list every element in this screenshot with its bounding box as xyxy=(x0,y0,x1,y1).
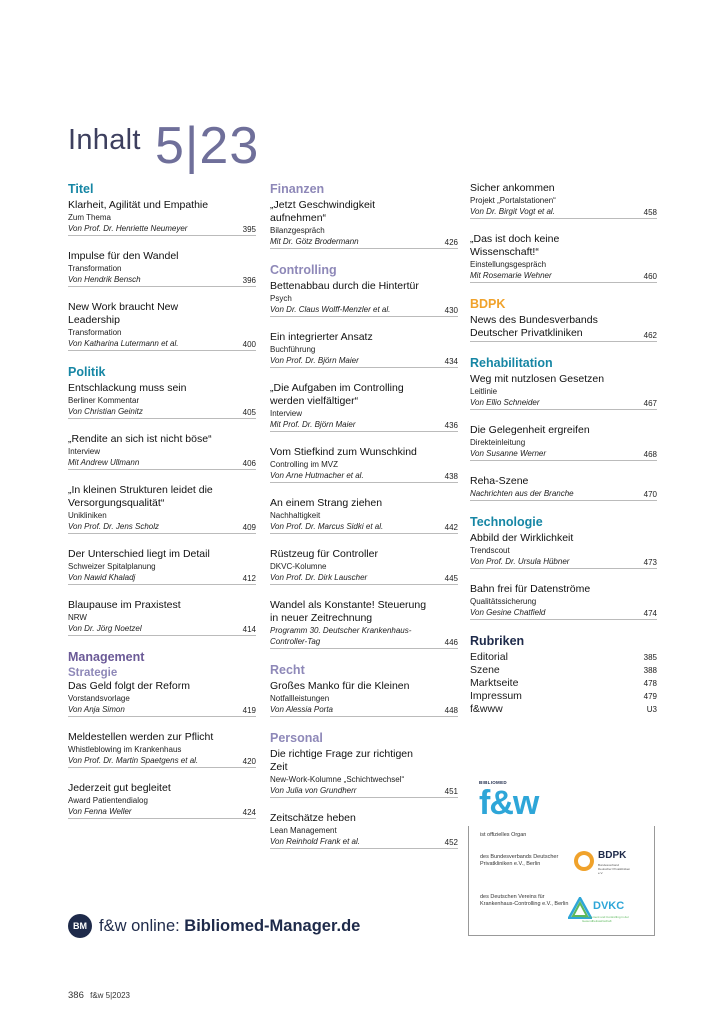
entry-author: Programm 30. Deutscher Krankenhaus-Controller-Tag xyxy=(270,625,458,649)
entry-author: Mit Dr. Götz Brodermann xyxy=(270,236,458,249)
entry-page-number: 436 xyxy=(444,421,458,430)
article-list xyxy=(68,680,256,819)
article-list xyxy=(470,182,657,283)
entry-page-number: 414 xyxy=(242,625,256,634)
entry-page-number: 405 xyxy=(242,408,256,417)
article-list xyxy=(270,748,458,849)
entry-category: Unikliniken xyxy=(68,511,107,520)
entry-author: Von Alessia Porta xyxy=(270,704,458,717)
article-list xyxy=(270,199,458,249)
rubrik-page-number: 385 xyxy=(643,653,657,662)
rubrik-item[interactable] xyxy=(470,703,657,716)
entry-author: Von Dr. Claus Wolff-Menzler et al. xyxy=(270,304,458,317)
footer-issue: f&w 5|2023 xyxy=(90,991,130,1000)
entry-author: Mit Andrew Ullmann xyxy=(68,457,256,470)
toc-entry[interactable] xyxy=(270,497,458,534)
entry-category: Notfallleistungen xyxy=(270,694,330,703)
entry-category: Projekt „Portalstationen“ xyxy=(470,196,556,205)
entry-title: Weg mit nutzlosen Gesetzen xyxy=(470,373,605,385)
toc-entry[interactable] xyxy=(470,532,657,569)
toc-entry[interactable] xyxy=(270,548,458,585)
article-list xyxy=(68,382,256,636)
toc-entry[interactable] xyxy=(270,812,458,849)
section-heading-rubriken: Rubriken xyxy=(470,634,525,648)
entry-category: Interview xyxy=(270,409,303,418)
entry-page-number: 434 xyxy=(444,357,458,366)
toc-column-1 xyxy=(68,182,256,833)
organ-label: ist offizielles Organ xyxy=(480,832,527,838)
rubrik-page-number: 479 xyxy=(643,692,657,701)
entry-category: Interview xyxy=(68,447,101,456)
toc-entry[interactable] xyxy=(68,782,256,819)
entry-page-number: 446 xyxy=(444,638,458,647)
section-heading-controlling: Controlling xyxy=(270,263,337,277)
entry-author: Von Prof. Dr. Henriette Neumeyer xyxy=(68,223,256,236)
toc-entry[interactable] xyxy=(68,680,256,717)
entry-title: Ein integrierter Ansatz xyxy=(270,331,373,343)
section-heading-personal: Personal xyxy=(270,731,323,745)
entry-category: Qualitätssicherung xyxy=(470,597,537,606)
toc-entry[interactable] xyxy=(270,446,458,483)
entry-page-number: 474 xyxy=(643,609,657,618)
article-list xyxy=(270,280,458,649)
entry-category: Leitlinie xyxy=(470,387,498,396)
toc-entry[interactable] xyxy=(68,548,256,585)
subsection-heading-strategie: Strategie xyxy=(68,667,118,679)
entry-category: Schweizer Spitalplanung xyxy=(68,562,156,571)
entry-author: Von Fenna Weller xyxy=(68,806,256,819)
entry-category: Psych xyxy=(270,294,292,303)
entry-title: Blaupause im Praxistest xyxy=(68,599,181,611)
entry-page-number: 426 xyxy=(444,238,458,247)
rubrik-label: f&www xyxy=(470,703,503,715)
toc-entry[interactable] xyxy=(68,731,256,768)
entry-page-number: 451 xyxy=(444,787,458,796)
toc-entry[interactable] xyxy=(68,301,256,351)
entry-title: Reha-Szene xyxy=(470,475,529,487)
entry-title: Bettenabbau durch die Hintertür xyxy=(270,280,419,292)
toc-entry[interactable] xyxy=(470,583,657,620)
entry-author: Von Hendrik Bensch xyxy=(68,274,256,287)
bibliomed-badge-icon: BM xyxy=(68,914,92,938)
article-list xyxy=(68,199,256,351)
rubrik-label: Impressum xyxy=(470,690,522,702)
entry-title: Wandel als Konstante! Steuerung in neuer Zeitrechnung xyxy=(270,599,427,624)
entry-title: Rüstzeug für Controller xyxy=(270,548,378,560)
toc-entry[interactable] xyxy=(68,484,256,534)
entry-author: Mit Rosemarie Wehner xyxy=(470,270,657,283)
rubrik-item[interactable] xyxy=(470,664,657,677)
rubrik-page-number: U3 xyxy=(646,705,657,714)
entry-page-number: 409 xyxy=(242,523,256,532)
bdpk-logo-sub: Bundesverband Deutscher Privatkliniken e.V. xyxy=(598,863,631,875)
toc-column-3 xyxy=(470,182,657,716)
toc-entry[interactable] xyxy=(68,250,256,287)
toc-entry[interactable] xyxy=(470,373,657,410)
entry-page-number: 420 xyxy=(242,757,256,766)
entry-category: Controlling im MVZ xyxy=(270,460,339,469)
dvkc-description: des Deutschen Vereins für Krankenhaus-Controlling e.V., Berlin xyxy=(480,894,569,907)
entry-author: Von Dr. Birgit Vogt et al. xyxy=(470,206,657,219)
toc-entry[interactable] xyxy=(470,182,657,219)
toc-entry[interactable] xyxy=(470,233,657,283)
entry-page-number: 467 xyxy=(643,399,657,408)
dvkc-logo xyxy=(568,897,629,924)
entry-category: DKVC-Kolumne xyxy=(270,562,327,571)
bdpk-logo xyxy=(572,844,632,883)
page-footer xyxy=(68,990,130,1001)
entry-title: Das Geld folgt der Reform xyxy=(68,680,190,692)
entry-author: Mit Prof. Dr. Björn Maier xyxy=(270,419,458,432)
toc-entry[interactable] xyxy=(270,280,458,317)
article-list xyxy=(470,314,657,342)
entry-title: „In kleinen Strukturen leidet die Versorgungsqualität“ xyxy=(68,484,213,509)
entry-page-number: 458 xyxy=(643,208,657,217)
bdpk-description: des Bundesverbands Deutscher Privatkliniken e.V., Berlin xyxy=(480,854,559,867)
toc-entry[interactable] xyxy=(270,199,458,249)
entry-page-number: 419 xyxy=(242,706,256,715)
section-heading-bdpk: BDPK xyxy=(470,297,506,311)
entry-title: Bahn frei für Datenströme xyxy=(470,583,591,595)
bibliomed-tag: BIBLIOMED xyxy=(479,780,507,785)
rubrik-item[interactable] xyxy=(470,690,657,703)
entry-title: Die Gelegenheit ergreifen xyxy=(470,424,590,436)
entry-title: „Die Aufgaben im Controlling werden vielfältiger“ xyxy=(270,382,404,407)
entry-page-number: 430 xyxy=(444,306,458,315)
entry-title: Jederzeit gut begleitet xyxy=(68,782,171,794)
entry-author: Von Prof. Dr. Ursula Hübner xyxy=(470,556,657,569)
entry-title: Sicher ankommen xyxy=(470,182,555,194)
toc-entry[interactable] xyxy=(68,599,256,636)
entry-category: Bilanzgespräch xyxy=(270,226,325,235)
toc-entry[interactable] xyxy=(270,382,458,432)
entry-page-number: 406 xyxy=(242,459,256,468)
entry-page-number: 438 xyxy=(444,472,458,481)
issue-number: 5|23 xyxy=(155,117,260,175)
rubrik-item[interactable] xyxy=(470,677,657,690)
rubrik-item[interactable] xyxy=(470,651,657,664)
entry-author: Von Dr. Jörg Noetzel xyxy=(68,623,256,636)
entry-page-number: 473 xyxy=(643,558,657,567)
entry-category: New-Work-Kolumne „Schichtwechsel“ xyxy=(270,775,405,784)
page-title: Inhalt xyxy=(68,124,141,156)
entry-title: Zeitschätze heben xyxy=(270,812,356,824)
section-heading-management: Management xyxy=(68,650,145,664)
article-list xyxy=(270,680,458,717)
entry-title: Vom Stiefkind zum Wunschkind xyxy=(270,446,417,458)
rubrik-label: Marktseite xyxy=(470,677,519,689)
toc-entry[interactable] xyxy=(68,382,256,419)
entry-category: Zum Thema xyxy=(68,213,111,222)
toc-entry[interactable] xyxy=(68,433,256,470)
toc-entry[interactable] xyxy=(68,199,256,236)
rubrik-label: Editorial xyxy=(470,651,508,663)
entry-author: Von Prof. Dr. Jens Scholz xyxy=(68,521,256,534)
entry-author: Nachrichten aus der Branche xyxy=(470,488,657,501)
entry-title: Klarheit, Agilität und Empathie xyxy=(68,199,209,211)
entry-title: An einem Strang ziehen xyxy=(270,497,383,509)
section-heading-technologie: Technologie xyxy=(470,515,543,529)
entry-page-number: 470 xyxy=(643,490,657,499)
dvkc-logo-text: DVKC xyxy=(593,900,625,912)
entry-page-number: 448 xyxy=(444,706,458,715)
toc-entry[interactable] xyxy=(270,331,458,368)
entry-category: Einstellungsgespräch xyxy=(470,260,547,269)
entry-title: Meldestellen werden zur Pflicht xyxy=(68,731,214,743)
entry-page-number: 462 xyxy=(643,331,657,340)
rubrik-page-number: 388 xyxy=(643,666,657,675)
fw-logo: f&w xyxy=(479,784,539,822)
rubrik-label: Szene xyxy=(470,664,500,676)
online-site[interactable]: Bibliomed-Manager.de xyxy=(184,916,361,935)
entry-title: Großes Manko für die Kleinen xyxy=(270,680,410,692)
bdpk-logo-text: BDPK xyxy=(598,850,627,861)
toc-entry[interactable] xyxy=(470,314,657,342)
entry-title: Der Unterschied liegt im Detail xyxy=(68,548,210,560)
entry-author: Von Gesine Chatfield xyxy=(470,607,657,620)
entry-page-number: 412 xyxy=(242,574,256,583)
entry-author: Von Prof. Dr. Martin Spaetgens et al. xyxy=(68,755,256,768)
entry-author: Von Prof. Dr. Björn Maier xyxy=(270,355,458,368)
entry-title: Die richtige Frage zur richtigen Zeit xyxy=(270,748,413,773)
entry-author: Von Christian Geinitz xyxy=(68,406,256,419)
entry-page-number: 400 xyxy=(242,340,256,349)
entry-author: Von Arne Hutmacher et al. xyxy=(270,470,458,483)
entry-category: Transformation xyxy=(68,328,122,337)
entry-category: Vorstandsvorlage xyxy=(68,694,130,703)
entry-category: Trendscout xyxy=(470,546,510,555)
entry-author: Von Anja Simon xyxy=(68,704,256,717)
section-heading-rehabilitation: Rehabilitation xyxy=(470,356,553,370)
online-prefix: f&w online: xyxy=(99,916,185,935)
entry-category: Berliner Kommentar xyxy=(68,396,140,405)
toc-column-2 xyxy=(270,182,458,863)
footer-page-number: 386 xyxy=(68,990,84,1001)
section-heading-titel: Titel xyxy=(68,182,94,196)
entry-title: News des Bundesverbands Deutscher Privatkliniken xyxy=(470,314,657,342)
toc-entry[interactable] xyxy=(470,424,657,461)
section-heading-finanzen: Finanzen xyxy=(270,182,325,196)
entry-category: Nachhaltigkeit xyxy=(270,511,321,520)
entry-author: Von Ellio Schneider xyxy=(470,397,657,410)
entry-title: „Jetzt Geschwindigkeit aufnehmen“ xyxy=(270,199,376,224)
entry-author: Von Prof. Dr. Marcus Sidki et al. xyxy=(270,521,458,534)
entry-author: Von Prof. Dr. Dirk Lauscher xyxy=(270,572,458,585)
toc-entry[interactable] xyxy=(470,475,657,501)
dvkc-logo-sub: Management und Controlling in der Gesundheitswirtschaft xyxy=(582,915,629,923)
toc-entry[interactable] xyxy=(270,680,458,717)
section-heading-recht: Recht xyxy=(270,663,305,677)
entry-page-number: 396 xyxy=(242,276,256,285)
entry-author: Von Nawid Khaladj xyxy=(68,572,256,585)
entry-title: Impulse für den Wandel xyxy=(68,250,179,262)
toc-entry[interactable] xyxy=(270,599,458,649)
entry-category: Direkteinleitung xyxy=(470,438,526,447)
entry-category: Whistleblowing im Krankenhaus xyxy=(68,745,182,754)
article-list xyxy=(470,532,657,620)
entry-title: Abbild der Wirklichkeit xyxy=(470,532,574,544)
entry-title: „Das ist doch keine Wissenschaft!“ xyxy=(470,233,560,258)
entry-author: Von Susanne Werner xyxy=(470,448,657,461)
online-link[interactable] xyxy=(68,914,360,938)
toc-entry[interactable] xyxy=(270,748,458,798)
rubrik-page-number: 478 xyxy=(643,679,657,688)
entry-page-number: 468 xyxy=(643,450,657,459)
section-heading-politik: Politik xyxy=(68,365,106,379)
entry-page-number: 442 xyxy=(444,523,458,532)
rubriken-list xyxy=(470,651,657,716)
entry-page-number: 452 xyxy=(444,838,458,847)
entry-category: Buchführung xyxy=(270,345,316,354)
entry-category: NRW xyxy=(68,613,87,622)
entry-author: Von Katharina Lutermann et al. xyxy=(68,338,256,351)
entry-title: „Rendite an sich ist nicht böse“ xyxy=(68,433,212,445)
entry-page-number: 445 xyxy=(444,574,458,583)
entry-author: Von Reinhold Frank et al. xyxy=(270,836,458,849)
entry-title: New Work braucht New Leadership xyxy=(68,301,179,326)
entry-category: Lean Management xyxy=(270,826,337,835)
entry-category: Transformation xyxy=(68,264,122,273)
entry-title: Entschlackung muss sein xyxy=(68,382,187,394)
article-list xyxy=(470,373,657,501)
online-text xyxy=(99,917,360,936)
entry-category: Award Patientendialog xyxy=(68,796,148,805)
entry-page-number: 460 xyxy=(643,272,657,281)
entry-page-number: 424 xyxy=(242,808,256,817)
entry-page-number: 395 xyxy=(242,225,256,234)
entry-author: Von Julia von Grundherr xyxy=(270,785,458,798)
